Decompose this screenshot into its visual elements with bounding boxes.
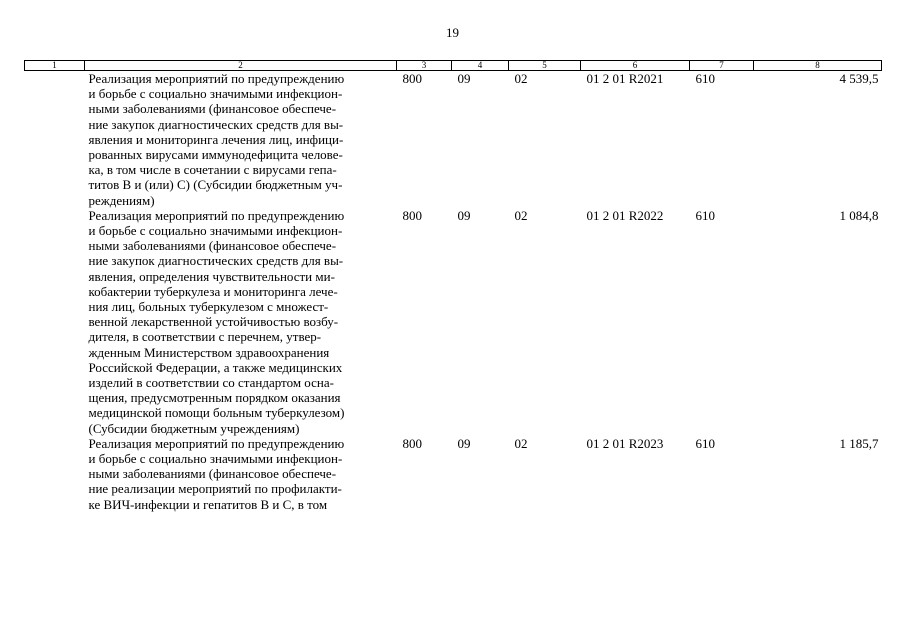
- expense-type-cell: 610: [695, 71, 715, 86]
- description-line: щения, предусмотренным порядком оказания: [88, 390, 341, 406]
- description-line: Реализация мероприятий по предупреждению: [88, 71, 345, 86]
- amount-cell: 1 084,8: [839, 207, 879, 223]
- section-code-cell: 09: [457, 207, 471, 223]
- description-line: Реализация мероприятий по предупреждению: [88, 207, 345, 223]
- description-line: венной лекарственной устойчивостью возбу-: [88, 314, 339, 330]
- description-cell: [85, 71, 397, 208]
- column-header-7: 7: [690, 61, 754, 71]
- description-line: медицинской помощи больным туберкулезом): [88, 405, 345, 421]
- description-line: рованных вирусами иммунодефицита челове-: [88, 147, 343, 163]
- expense-type-cell: 610: [695, 435, 715, 451]
- description-line: кобактерии туберкулеза и мониторинга лече-: [88, 283, 338, 299]
- description-line: ке ВИЧ-инфекции и гепатитов В и С, в том: [88, 496, 328, 512]
- page-number: 19: [446, 25, 459, 40]
- description-line: Российской Федерации, а также медицинских: [88, 359, 343, 375]
- column-header-1: 1: [25, 61, 85, 71]
- description-line: явления, определения чувствительности ми-: [88, 268, 335, 284]
- description-line: и борьбе с социально значимыми инфекцион-: [88, 223, 343, 239]
- target-article-cell: 01 2 01 R2021: [586, 71, 664, 86]
- column-header-2: 2: [85, 61, 397, 71]
- target-article-cell: 01 2 01 R2023: [586, 435, 664, 451]
- description-line: (Субсидии бюджетным учреждениям): [88, 420, 300, 436]
- section-code-cell: 09: [457, 71, 471, 86]
- description-line: ными заболеваниями (финансовое обеспече-: [88, 466, 337, 482]
- table-row: [25, 436, 882, 512]
- department-code-cell: 800: [402, 435, 422, 451]
- department-code-cell: 800: [402, 71, 422, 86]
- description-line: и борьбе с социально значимыми инфекцион-: [88, 86, 343, 102]
- target-article-cell: 01 2 01 R2022: [586, 207, 664, 223]
- subsection-code-cell: 02: [514, 71, 528, 86]
- description-line: ние закупок диагностических средств для вы-: [88, 253, 344, 269]
- amount-cell: 1 185,7: [839, 435, 879, 451]
- row-index-cell: [25, 436, 85, 512]
- section-code-cell: 09: [457, 435, 471, 451]
- description-cell: [85, 436, 397, 512]
- description-line: ния лиц, больных туберкулезом с множест-: [88, 299, 329, 315]
- row-index-cell: [25, 208, 85, 436]
- subsection-code-cell: 02: [514, 207, 528, 223]
- department-code-cell: 800: [402, 207, 422, 223]
- table-row: [25, 71, 882, 208]
- expense-type-cell: 610: [695, 207, 715, 223]
- budget-table: [24, 60, 882, 512]
- subsection-code-cell: 02: [514, 435, 528, 451]
- description-line: титов В и (или) С) (Субсидии бюджетным уч-: [88, 177, 343, 193]
- description-line: ка, в том числе в сочетании с вирусами гепа-: [88, 162, 337, 178]
- description-line: ными заболеваниями (финансовое обеспече-: [88, 101, 337, 117]
- description-line: реждениям): [88, 192, 155, 208]
- column-header-6: 6: [581, 61, 690, 71]
- description-line: и борьбе с социально значимыми инфекцион-: [88, 451, 343, 467]
- description-line: Реализация мероприятий по предупреждению: [88, 435, 345, 451]
- amount-cell: 4 539,5: [839, 71, 879, 86]
- column-number-header-row: [25, 61, 882, 71]
- table-row: [25, 208, 882, 436]
- column-header-8: 8: [754, 61, 882, 71]
- description-line: ние реализации мероприятий по профилакти-: [88, 481, 342, 497]
- description-line: дителя, в соответствии с перечнем, утвер-: [88, 329, 322, 345]
- column-header-3: 3: [397, 61, 452, 71]
- description-line: явления и мониторинга лечения лиц, инфици-: [88, 131, 344, 147]
- description-line: ние закупок диагностических средств для вы-: [88, 116, 344, 132]
- column-header-5: 5: [509, 61, 581, 71]
- description-line: изделий в соответствии со стандартом осна-: [88, 375, 334, 391]
- column-header-4: 4: [452, 61, 509, 71]
- row-index-cell: [25, 71, 85, 208]
- description-line: жденным Министерством здравоохранения: [88, 344, 330, 360]
- description-cell: [85, 208, 397, 436]
- description-line: ными заболеваниями (финансовое обеспече-: [88, 238, 337, 254]
